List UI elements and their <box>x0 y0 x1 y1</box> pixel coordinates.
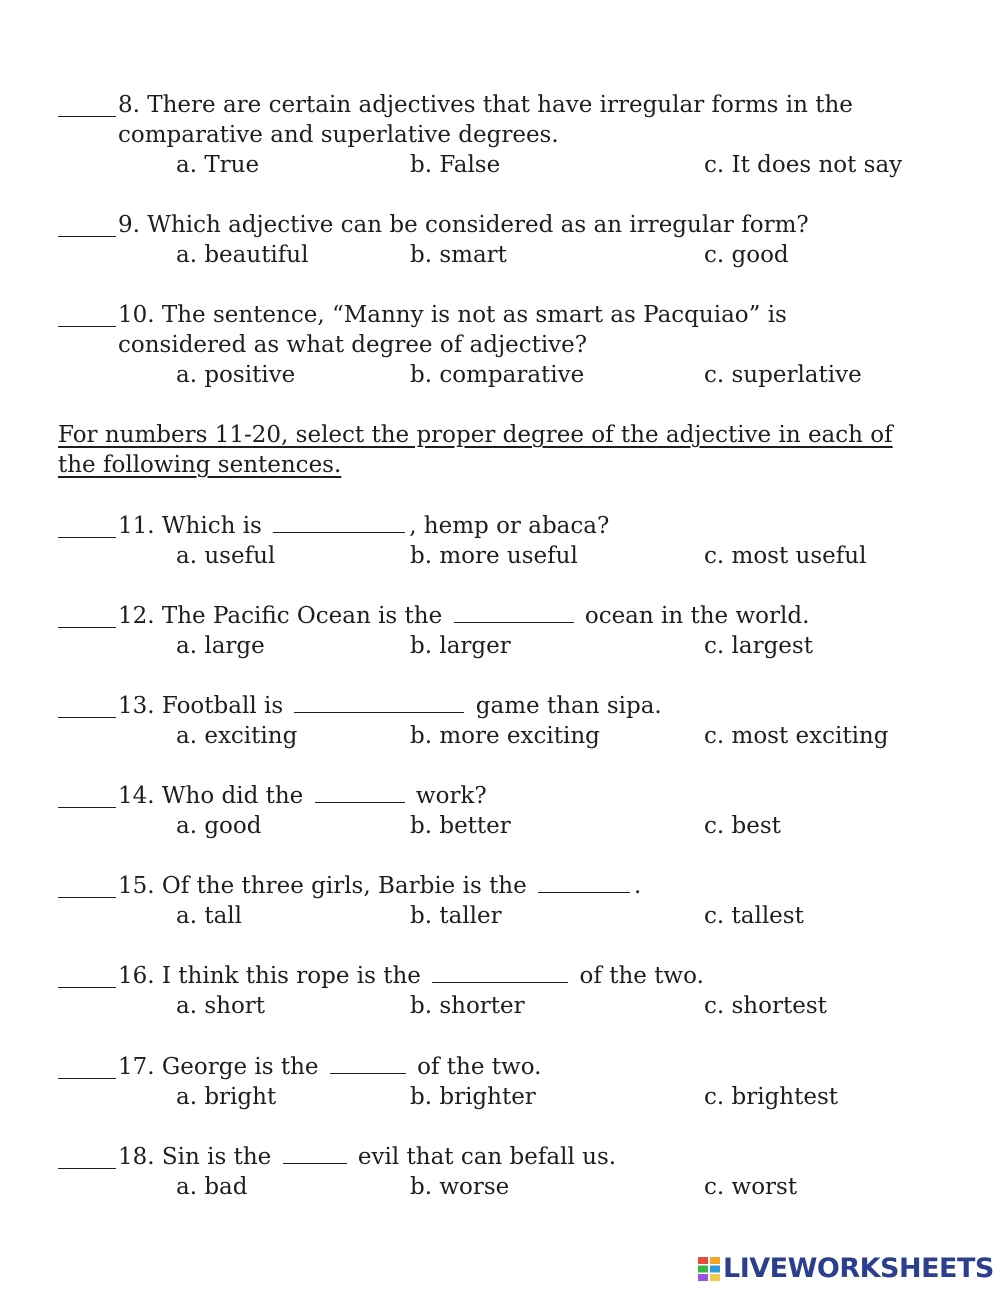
choice-b[interactable]: b. comparative <box>410 362 585 388</box>
choice-c[interactable]: c. largest <box>704 633 813 659</box>
answer-choices <box>58 811 948 841</box>
choice-c[interactable]: c. good <box>704 242 789 268</box>
answer-choices <box>58 240 948 270</box>
question-text: 14. Who did the <box>118 783 311 809</box>
question-stem <box>58 210 948 240</box>
question-text-line <box>118 210 948 240</box>
answer-blank[interactable] <box>58 94 116 117</box>
question-stem <box>58 961 948 991</box>
choice-c[interactable]: c. brightest <box>704 1084 839 1110</box>
answer-blank[interactable] <box>58 1146 116 1169</box>
choice-b[interactable]: b. taller <box>410 903 502 929</box>
choice-a[interactable]: a. True <box>176 152 260 178</box>
choice-c[interactable]: c. superlative <box>704 362 862 388</box>
question-text: evil that can befall us. <box>350 1144 617 1170</box>
question-text-line <box>118 961 948 991</box>
question-stem <box>58 871 948 901</box>
question-stem <box>58 781 948 811</box>
choice-a[interactable]: a. tall <box>176 903 243 929</box>
question-text: 12. The Pacific Ocean is the <box>118 603 450 629</box>
question-text: 11. Which is <box>118 513 270 539</box>
question-14 <box>58 781 948 841</box>
question-text: 9. Which adjective can be considered as an irregular form? <box>118 212 809 238</box>
question-text: considered as what degree of adjective? <box>118 332 588 358</box>
question-text-line <box>118 120 948 150</box>
choice-b[interactable]: b. False <box>410 152 501 178</box>
question-text: game than sipa. <box>468 693 662 719</box>
question-text: , hemp or abaca? <box>409 513 610 539</box>
choice-b[interactable]: b. shorter <box>410 993 525 1019</box>
choice-c[interactable]: c. tallest <box>704 903 804 929</box>
fill-in-blank[interactable] <box>538 872 630 893</box>
question-11 <box>58 511 948 571</box>
answer-blank[interactable] <box>58 875 116 898</box>
answer-blank[interactable] <box>58 605 116 628</box>
choice-b[interactable]: b. smart <box>410 242 507 268</box>
fill-in-blank[interactable] <box>432 962 568 983</box>
choice-c[interactable]: c. shortest <box>704 993 827 1019</box>
question-10 <box>58 300 948 390</box>
choice-c[interactable]: c. most useful <box>704 543 867 569</box>
answer-choices <box>58 991 948 1021</box>
question-text: 18. Sin is the <box>118 1144 279 1170</box>
answer-choices <box>58 1082 948 1112</box>
question-text: . <box>634 873 642 899</box>
question-text: 15. Of the three girls, Barbie is the <box>118 873 535 899</box>
choice-b[interactable]: b. worse <box>410 1174 510 1200</box>
answer-blank[interactable] <box>58 695 116 718</box>
choice-b[interactable]: b. more exciting <box>410 723 600 749</box>
choice-a[interactable]: a. exciting <box>176 723 298 749</box>
instruction-line-2: the following sentences. <box>58 452 342 478</box>
question-stem <box>58 691 948 721</box>
fill-in-blank[interactable] <box>330 1053 406 1074</box>
question-text-line <box>118 90 948 120</box>
answer-choices <box>58 360 948 390</box>
question-15 <box>58 871 948 931</box>
fill-in-blank[interactable] <box>315 782 405 803</box>
question-stem <box>58 1052 948 1082</box>
answer-choices <box>58 541 948 571</box>
answer-choices <box>58 1172 948 1202</box>
question-text: of the two. <box>409 1054 542 1080</box>
question-text: work? <box>408 783 487 809</box>
fill-in-blank[interactable] <box>273 512 405 533</box>
instruction-line-1: For numbers 11-20, select the proper degree of the adjective in each of <box>58 422 893 448</box>
choice-c[interactable]: c. worst <box>704 1174 798 1200</box>
question-8 <box>58 90 948 180</box>
brand-name: LIVEWORKSHEETS <box>723 1253 994 1284</box>
choice-a[interactable]: a. useful <box>176 543 276 569</box>
question-16 <box>58 961 948 1021</box>
choice-c[interactable]: c. most exciting <box>704 723 889 749</box>
question-text-line <box>118 1052 948 1082</box>
question-text: 16. I think this rope is the <box>118 963 429 989</box>
fill-in-blank[interactable] <box>454 602 574 623</box>
question-text: ocean in the world. <box>577 603 810 629</box>
answer-blank[interactable] <box>58 214 116 237</box>
choice-a[interactable]: a. large <box>176 633 265 659</box>
answer-blank[interactable] <box>58 515 116 538</box>
question-12 <box>58 601 948 661</box>
question-text-line <box>118 691 948 721</box>
answer-blank[interactable] <box>58 1056 116 1079</box>
choice-a[interactable]: a. short <box>176 993 266 1019</box>
question-18 <box>58 1142 948 1202</box>
question-text-line <box>118 1142 948 1172</box>
choice-c[interactable]: c. best <box>704 813 781 839</box>
answer-blank[interactable] <box>58 965 116 988</box>
answer-choices <box>58 901 948 931</box>
question-text: 8. There are certain adjectives that have irregular forms in the <box>118 92 853 118</box>
choice-b[interactable]: b. better <box>410 813 511 839</box>
question-9 <box>58 210 948 270</box>
choice-a[interactable]: a. beautiful <box>176 242 309 268</box>
question-stem <box>58 601 948 631</box>
answer-blank[interactable] <box>58 785 116 808</box>
question-text-line <box>118 511 948 541</box>
question-stem <box>58 90 948 150</box>
answer-blank[interactable] <box>58 304 116 327</box>
question-text-line <box>118 300 948 330</box>
choice-a[interactable]: a. good <box>176 813 262 839</box>
question-stem <box>58 300 948 360</box>
question-text: 10. The sentence, “Manny is not as smart as Pacquiao” is <box>118 302 787 328</box>
question-stem <box>58 511 948 541</box>
choice-a[interactable]: a. positive <box>176 362 296 388</box>
question-text-line <box>118 330 948 360</box>
question-13 <box>58 691 948 751</box>
choice-b[interactable]: b. more useful <box>410 543 578 569</box>
question-text-line <box>118 781 948 811</box>
question-text: 17. George is the <box>118 1054 326 1080</box>
answer-choices <box>58 631 948 661</box>
choice-b[interactable]: b. brighter <box>410 1084 536 1110</box>
question-stem <box>58 1142 948 1172</box>
question-text: comparative and superlative degrees. <box>118 122 559 148</box>
choice-a[interactable]: a. bad <box>176 1174 248 1200</box>
answer-choices <box>58 150 948 180</box>
answer-choices <box>58 721 948 751</box>
question-17 <box>58 1052 948 1112</box>
liveworksheets-logo <box>698 1252 994 1286</box>
question-text: of the two. <box>572 963 704 989</box>
question-text: 13. Football is <box>118 693 291 719</box>
choice-a[interactable]: a. bright <box>176 1084 277 1110</box>
question-text-line <box>118 871 948 901</box>
choice-c[interactable]: c. It does not say <box>704 152 903 178</box>
choice-b[interactable]: b. larger <box>410 633 511 659</box>
question-text-line <box>118 601 948 631</box>
logo-blocks-icon <box>698 1257 720 1281</box>
fill-in-blank[interactable] <box>283 1143 347 1164</box>
instructions <box>58 420 948 480</box>
fill-in-blank[interactable] <box>294 692 464 713</box>
